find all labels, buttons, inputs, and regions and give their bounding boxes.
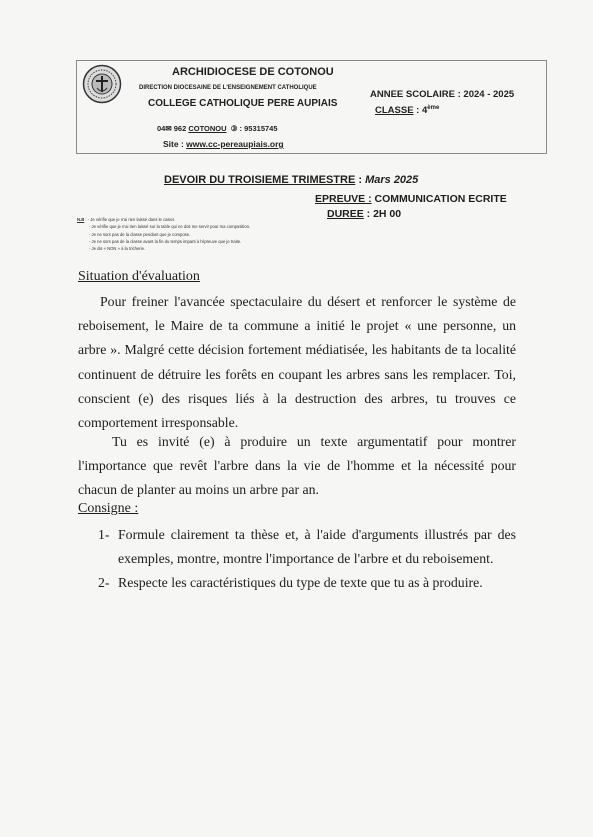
nb-line: - Je dis « NON » à la tricherie.	[89, 246, 146, 252]
epreuve-label: EPREUVE :	[315, 193, 372, 205]
city: COTONOU	[188, 124, 227, 133]
nb-label: N.B	[77, 217, 85, 222]
mail-icon: ✉	[165, 124, 172, 133]
contact-line	[157, 124, 278, 133]
consigne-item-text: Formule clairement ta thèse et, à l'aide d'arguments illustrés par des exemples, montre, montre l'importance de l'arbre et du reboisement.	[118, 527, 516, 567]
consigne-title: Consigne :	[78, 501, 139, 516]
duree-line	[327, 208, 401, 220]
consigne-item	[98, 571, 516, 595]
class-line	[375, 105, 439, 116]
class-sep: :	[413, 105, 422, 117]
diocese-seal-icon	[82, 64, 122, 104]
nb-line: - Je ne sors pas de la classe pendant que je compose.	[89, 231, 191, 237]
consigne-item-number: 2-	[98, 575, 110, 590]
situation-title: Situation d'évaluation	[78, 269, 200, 284]
epreuve-value: COMMUNICATION ECRITE	[371, 193, 507, 205]
duree-value: : 2H 00	[363, 208, 402, 220]
duree-label: DUREE	[327, 208, 364, 220]
archdiocese-name: ARCHIDIOCESE DE COTONOU	[172, 66, 334, 78]
po-box-number: 962	[173, 124, 187, 133]
exam-title	[164, 174, 418, 186]
site-line	[163, 139, 284, 149]
epreuve-line	[315, 193, 507, 205]
exam-title-text: DEVOIR DU TROISIEME TRIMESTRE	[164, 174, 356, 186]
exam-date: Mars 2025	[365, 174, 419, 186]
site-url: www.cc-pereaupiais.org	[186, 139, 284, 149]
situation-paragraph-1: Pour freiner l'avancée spectaculaire du désert et renforcer le système de reboisement, le Maire de ta commune a initié le projet « une personne, un arbre ». Malgré cette décision fortement médiatisée, les habitants de ta localité continuent de détruire les forêts en coupant les arbres sans les remplacer. Toi, conscient (e) des risques liés à la destruction des arbres, tu trouves ce comportement irresponsable.	[78, 294, 516, 431]
nb-line: - Je ne sors pas de la classe avant la fin du temps imparti à l'épreuve que je traite.	[89, 238, 242, 244]
consigne-item	[98, 523, 516, 571]
direction-name: DIRECTION DIOCESAINE DE L'ENSEIGNEMENT CATHOLIQUE	[139, 85, 317, 91]
exam-title-sep: :	[355, 174, 366, 186]
school-year: ANNEE SCOLAIRE : 2024 - 2025	[370, 89, 515, 100]
consigne-item-text: Respecte les caractéristiques du type de texte que tu as à produire.	[118, 575, 483, 590]
situation-paragraph-2: Tu es invité (e) à produire un texte argumentatif pour montrer l'importance que revêt l'arbre dans la vie de l'homme et la nécessité pour chacun de planter au moins un arbre par an.	[78, 434, 516, 498]
consigne-item-number: 1-	[98, 527, 110, 542]
nb-line: - Je vérifie que je n'ai rien laissé sur la table qui ne doit me servir pour ma composition.	[89, 224, 251, 230]
phone-icon: ③	[230, 124, 238, 133]
site-label: Site :	[163, 139, 184, 149]
phone-number: : 95315745	[239, 124, 278, 133]
class-label: CLASSE	[375, 105, 414, 117]
nb-notes	[77, 216, 250, 252]
nb-line: N.B : - Je vérifie que je n'ai rien laissé dans le casier.	[77, 217, 176, 222]
po-box-prefix: 04	[157, 124, 166, 133]
college-name: COLLEGE CATHOLIQUE PERE AUPIAIS	[148, 98, 338, 109]
class-value: 4	[422, 105, 428, 117]
class-sup: ème	[427, 105, 440, 111]
